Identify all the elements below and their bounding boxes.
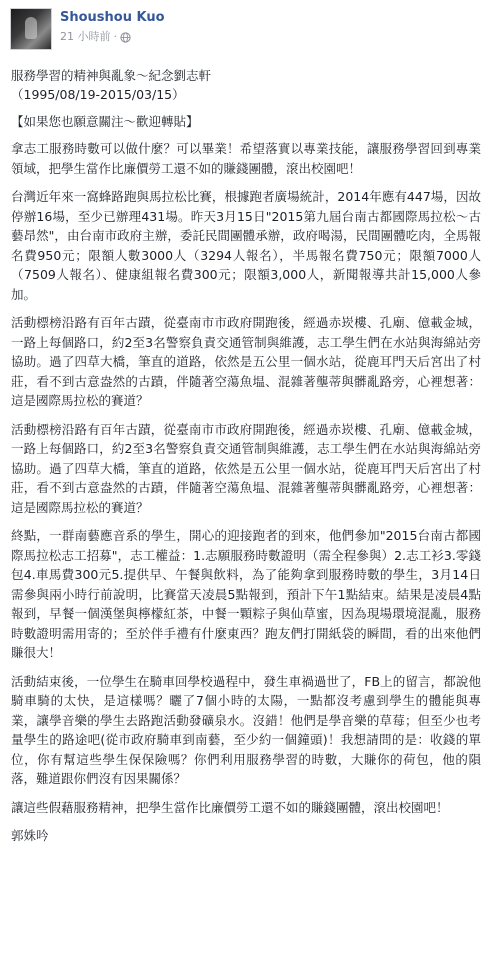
paragraph: 台灣近年來一窩蜂路跑與馬拉松比賽，根據跑者廣場統計，2014年應有447場，因故停辦16場，至少已辦理431場。昨天3月15日"2015第九屆台南古都國際馬拉松～古藝昂然"，由台南市政府主辦，委託民間團體承辦，政府喝湯，民間團體吃肉，全馬報名費950元；限額人數3000人（3294人報名），半馬報名費750元；限額7000人（7509人報名）、健康組報名費300元；限額3,000人，新聞報導共計15,000人參加。 [11,189,481,302]
separator: · [113,30,117,43]
author-avatar[interactable] [10,8,52,50]
author-name[interactable]: Shoushou Kuo [60,10,165,25]
post-body [11,139,481,846]
paragraph: 讓這些假藉服務精神，把學生當作比廉價勞工還不如的賺錢團體，滾出校園吧！ [11,799,449,815]
post-timestamp[interactable]: 21 小時前 [60,30,111,43]
share-notice: 【如果您也願意關注～歡迎轉貼】 [11,114,199,129]
post-title-block [11,66,481,139]
post-title: 服務學習的精神與亂象～紀念劉志軒 [11,68,212,83]
post-content [11,66,481,855]
paragraph: 活動標榜沿路有百年古蹟，從臺南市市政府開跑後，經過赤崁樓、孔廟、億載金城，一路上每個路口，約2至3名警察負責交通管制與維護，志工學生們在水站與海綿站旁協助。過了四草大橋，筆直的道路，依然是五公里一個水站，從鹿耳門天后宮出了村莊，看不到古意盎然的古蹟，伴隨著空蕩魚塭、混雜著壟蒂與髒亂路旁，心裡想著：這是國際馬拉松的賽道？ [11,421,481,515]
post-meta [60,30,131,44]
signature: 郭姝吟 [11,828,49,843]
memorial-dates: （1995/08/19-2015/03/15） [11,87,185,102]
paragraph: 終點，一群南藝應音系的學生，開心的迎接跑者的到來，他們參加"2015台南古都國際馬拉松志工招募"，志工權益：1.志願服務時數證明（需全程參與）2.志工衫3.零錢包4.車馬費300元5.提供早、午餐與飲料，為了能夠拿到服務時數的學生，3月14日需參與兩小時行前說明，比賽當天凌晨5點報到，預計下午1點結束。結果是凌晨4點報到，早餐一個漢堡與檸檬紅茶，中餐一顆粽子與仙草蜜，因為現場環境混亂，服務時數證明需用寄的；至於伴手禮有什麼東西？跑友們打開紙袋的瞬間，看的出來他們賺很大！ [11,528,481,660]
paragraph: 活動結束後，一位學生在騎車回學校過程中，發生車禍過世了，FB上的留言，都說他騎車騎的太快，是這樣嗎？曬了7個小時的太陽，一點都沒考慮到學生的體能與專業，讓學音樂的學生去路跑活動發礦泉水。沒錯！他們是學音樂的草莓；但至少也考量學生的路途吧(從市政府騎車到南藝，至少約一個鐘頭)！我想請問的是：收錢的單位，你有幫這些學生保保險嗎？你們利用服務學習的時數，大賺你的荷包，他的隕落，難道跟你們沒有因果關係？ [11,673,481,786]
paragraph: 拿志工服務時數可以做什麼？可以畢業！希望落實以專業技能，讓服務學習回到專業領域，把學生當作比廉價勞工還不如的賺錢團體，滾出校園吧！ [11,141,481,176]
paragraph: 活動標榜沿路有百年古蹟，從臺南市市政府開跑後，經過赤崁樓、孔廟、億載金城，一路上每個路口，約2至3名警察負責交通管制與維護，志工學生們在水站與海綿站旁協助。過了四草大橋，筆直的道路，依然是五公里一個水站，從鹿耳門天后宮出了村莊，看不到古意盎然的古蹟，伴隨著空蕩魚塭、混雜著壟蒂與髒亂路旁，心裡想著：這是國際馬拉松的賽道？ [11,315,481,408]
globe-icon[interactable] [120,32,131,43]
post-header [0,0,489,62]
